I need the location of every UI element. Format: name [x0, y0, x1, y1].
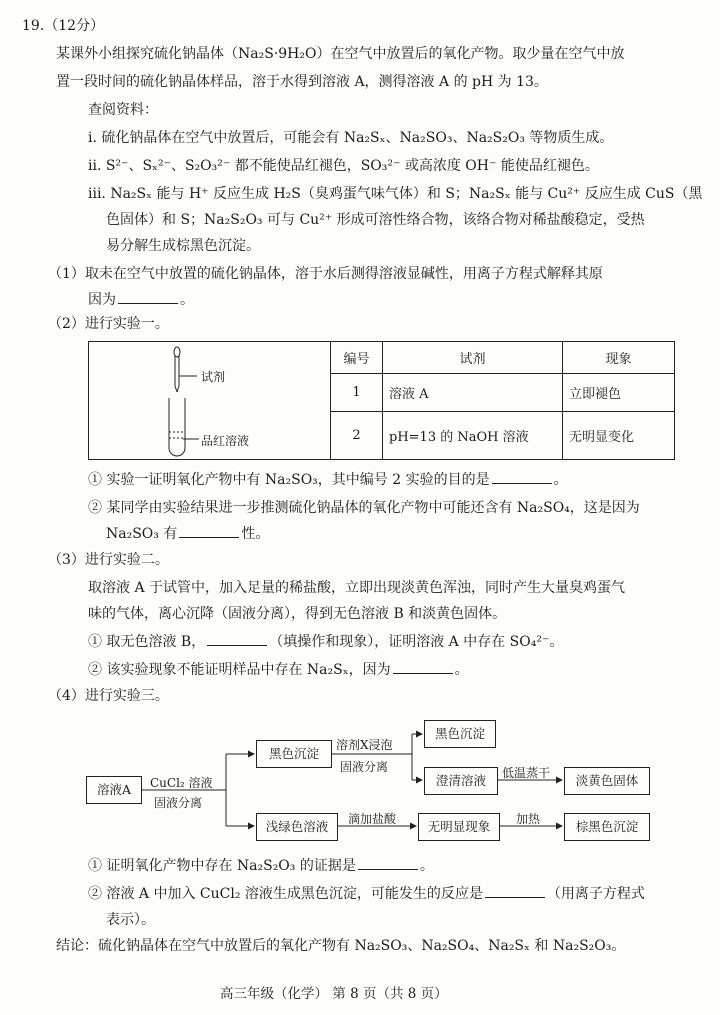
flow-black-precipitate-2: 黑色沉淀: [424, 720, 496, 748]
header-phenomenon: 现象: [563, 342, 675, 374]
flow-step5-operation: 加热: [516, 812, 541, 826]
conclusion: 结论：硫化钠晶体在空气中放置后的氧化产物有 Na₂SO₃、Na₂SO₄、Na₂Sₓ 和 Na₂S₂O₃。: [56, 938, 626, 954]
question-number: 19.（12分）: [22, 18, 105, 34]
answer-blank[interactable]: [485, 885, 545, 898]
flow-step4-operation: 滴加盐酸: [348, 812, 397, 826]
row-reagent: 溶液 A: [383, 374, 563, 412]
flow-start-solution-a: 溶液A: [86, 776, 142, 804]
part3-desc-2: 味的气体，离心沉降（固液分离），得到无色溶液 B 和淡黄色固体。: [88, 606, 507, 622]
part2-title: （2）进行实验一。: [48, 316, 169, 332]
reference-iii-line-3: 易分解生成棕黑色沉淀。: [106, 238, 260, 254]
part4-q1: ① 证明氧化产物中存在 Na₂S₂O₃ 的证据是 。: [88, 858, 434, 874]
flow-pale-yellow-solid: 淡黄色固体: [564, 767, 650, 795]
row-phenomenon: 无明显变化: [563, 412, 675, 460]
reagent-label: 试剂: [201, 370, 226, 384]
part3-q1: ① 取无色溶液 B， （填操作和现象），证明溶液 A 中存在 SO₄²⁻。: [88, 634, 564, 650]
part3-q2: ② 该实验现象不能证明样品中存在 Na₂Sₓ，因为 。: [88, 662, 469, 678]
flow-brown-black-precipitate: 棕黑色沉淀: [564, 813, 650, 841]
reference-i: i. 硫化钠晶体在空气中放置后，可能会有 Na₂Sₓ、Na₂SO₃、Na₂S₂O₃ 等物质生成。: [88, 130, 614, 146]
reference-ii: ii. S²⁻、Sₓ²⁻、S₂O₃²⁻ 都不能使品红褪色，SO₃²⁻ 或高浓度 OH⁻ 能使品红褪色。: [88, 158, 599, 174]
header-id: 编号: [331, 342, 383, 374]
header-reagent: 试剂: [383, 342, 563, 374]
intro-line-1: 某课外小组探究硫化钠晶体（Na₂S·9H₂O）在空气中放置后的氧化产物。取少量在空气中放: [56, 46, 625, 62]
flow-no-change: 无明显现象: [418, 813, 500, 841]
row-id: 1: [331, 374, 383, 412]
intro-line-2: 置一段时间的硫化钠晶体样品，溶于水得到溶液 A，测得溶液 A 的 pH 为 13。: [56, 74, 548, 90]
part4-q2-line-1: ② 溶液 A 中加入 CuCl₂ 溶液生成黑色沉淀，可能发生的反应是 （用离子方程式: [88, 886, 645, 902]
part2-q1: ① 实验一证明氧化产物中有 Na₂SO₃，其中编号 2 实验的目的是 。: [88, 472, 568, 488]
row-id: 2: [331, 412, 383, 460]
part3-desc-1: 取溶液 A 于试管中，加入足量的稀盐酸，立即出现淡黄色浑浊，同时产生大量臭鸡蛋气: [88, 580, 626, 596]
reference-title: 查阅资料：: [88, 102, 158, 118]
reference-iii-line-2: 色固体）和 S；Na₂S₂O₃ 可与 Cu²⁺ 形成可溶性络合物，该络合物对稀盐酸稳定，受热: [106, 212, 645, 228]
part3-title: （3）进行实验二。: [48, 552, 169, 568]
flow-clear-solution: 澄清溶液: [424, 767, 498, 795]
page-footer: 高三年级（化学） 第 8 页（共 8 页）: [220, 986, 448, 1002]
part2-q2-line-2: Na₂SO₃ 有 性。: [106, 526, 270, 542]
row-reagent: pH=13 的 NaOH 溶液: [383, 412, 563, 460]
part1-line-2: 因为 。: [88, 292, 194, 308]
flow-step1-operation: 固液分离: [154, 796, 203, 810]
part1-line-1: （1）取未在空气中放置的硫化钠晶体，溶于水后测得溶液显碱性，用离子方程式解释其原: [48, 266, 603, 282]
row-phenomenon: 立即褪色: [563, 374, 675, 412]
reference-iii-line-1: iii. Na₂Sₓ 能与 H⁺ 反应生成 H₂S（臭鸡蛋气味气体）和 S；Na₂Sₓ 能与 Cu²⁺ 反应生成 CuS（黑: [88, 186, 703, 202]
answer-blank[interactable]: [358, 857, 418, 870]
flow-black-precipitate: 黑色沉淀: [256, 740, 332, 768]
flow-step2-reagent: 溶剂X浸泡: [336, 738, 393, 752]
part4-q2-line-2: 表示）。: [106, 912, 155, 928]
flow-step3-operation: 低温蒸干: [502, 766, 551, 780]
flow-light-green-solution: 浅绿色溶液: [256, 813, 338, 841]
part4-title: （4）进行实验三。: [48, 688, 169, 704]
part2-q2-line-1: ② 某同学由实验结果进一步推测硫化钠晶体的氧化产物中可能还含有 Na₂SO₄，这是因为: [88, 500, 640, 516]
flow-step2-operation: 固液分离: [340, 760, 389, 774]
flow-step1-reagent: CuCl₂ 溶液: [150, 776, 213, 790]
magenta-solution-label: 品红溶液: [201, 434, 250, 448]
